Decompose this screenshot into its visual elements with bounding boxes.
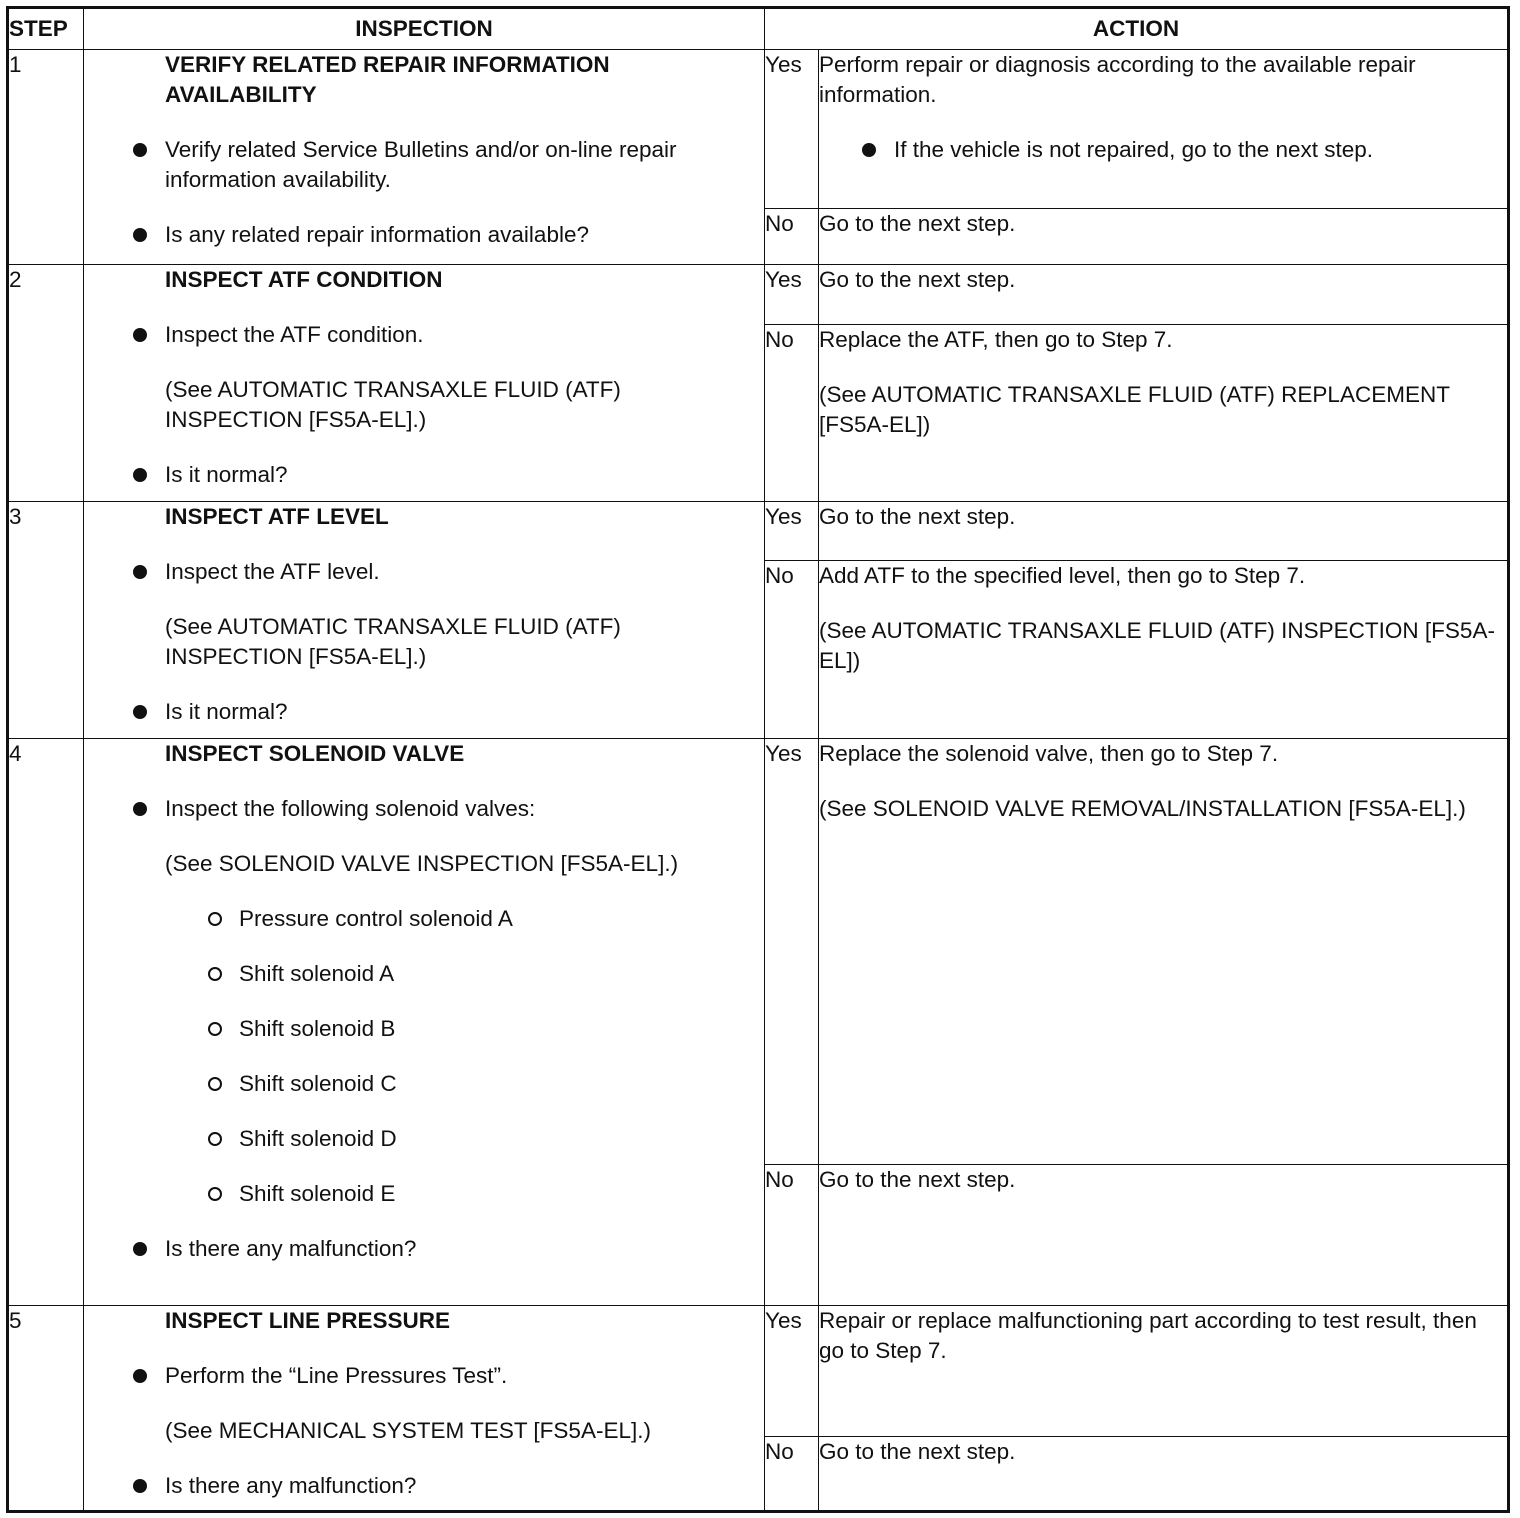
inspection-bullet: Verify related Service Bulletins and/or on-line repair information availability. [165, 135, 764, 195]
result-label-yes: Yes [765, 1306, 819, 1437]
action-cell [819, 561, 1509, 739]
solenoid-item: Shift solenoid A [239, 959, 764, 989]
inspection-bullet: Is it normal? [165, 460, 764, 490]
step-5-yes-row [8, 1306, 1509, 1437]
step-number: 4 [8, 739, 84, 1306]
action-bullet: If the vehicle is not repaired, go to the next step. [894, 135, 1507, 165]
result-label-yes: Yes [765, 502, 819, 561]
action-text: Go to the next step. [819, 1167, 1016, 1192]
inspection-title: INSPECT SOLENOID VALVE [165, 741, 465, 766]
action-cell [819, 739, 1509, 1165]
inspection-bullet: Inspect the ATF level. [165, 557, 764, 587]
inspection-bullet: Is there any malfunction? [165, 1234, 764, 1264]
result-label-yes: Yes [765, 739, 819, 1165]
diagnostic-procedure-table [6, 6, 1510, 1513]
action-text: Go to the next step. [819, 504, 1016, 529]
action-cell [819, 502, 1509, 561]
action-text: Replace the ATF, then go to Step 7. [819, 327, 1173, 352]
inspection-reference: (See AUTOMATIC TRANSAXLE FLUID (ATF) INSPECTION [FS5A-EL].) [165, 614, 621, 669]
solenoid-item: Shift solenoid C [239, 1069, 764, 1099]
action-cell [819, 1437, 1509, 1512]
step-2-yes-row [8, 265, 1509, 325]
step-number: 1 [8, 50, 84, 265]
action-cell [819, 265, 1509, 325]
inspection-reference: (See SOLENOID VALVE INSPECTION [FS5A-EL].) [165, 851, 679, 876]
result-label-yes: Yes [765, 50, 819, 209]
inspection-title: INSPECT ATF CONDITION [165, 267, 443, 292]
inspection-title: INSPECT LINE PRESSURE [165, 1308, 451, 1333]
inspection-cell [84, 265, 765, 502]
solenoid-item: Pressure control solenoid A [239, 904, 764, 934]
step-number: 3 [8, 502, 84, 739]
result-label-no: No [765, 1437, 819, 1512]
inspection-bullet: Perform the “Line Pressures Test”. [165, 1361, 764, 1391]
action-text: Perform repair or diagnosis according to the available repair information. [819, 52, 1416, 107]
action-text: Go to the next step. [819, 1439, 1016, 1464]
step-header: STEP [8, 8, 84, 50]
action-header: ACTION [765, 8, 1509, 50]
action-cell [819, 325, 1509, 502]
solenoid-item: Shift solenoid E [239, 1179, 764, 1209]
inspection-bullet: Inspect the following solenoid valves: [165, 794, 764, 824]
step-number: 2 [8, 265, 84, 502]
result-label-no: No [765, 209, 819, 265]
result-label-no: No [765, 561, 819, 739]
solenoid-item: Shift solenoid D [239, 1124, 764, 1154]
inspection-cell [84, 739, 765, 1306]
result-label-no: No [765, 325, 819, 502]
inspection-bullet: Is any related repair information available? [165, 220, 764, 250]
action-cell [819, 50, 1509, 209]
result-label-yes: Yes [765, 265, 819, 325]
action-text: (See AUTOMATIC TRANSAXLE FLUID (ATF) INSPECTION [FS5A-EL]) [819, 618, 1495, 673]
step-4-yes-row [8, 739, 1509, 1165]
step-number: 5 [8, 1306, 84, 1512]
step-3-yes-row [8, 502, 1509, 561]
inspection-reference: (See AUTOMATIC TRANSAXLE FLUID (ATF) INSPECTION [FS5A-EL].) [165, 377, 621, 432]
inspection-bullet: Inspect the ATF condition. [165, 320, 764, 350]
action-text: Go to the next step. [819, 267, 1016, 292]
header-row [8, 8, 1509, 50]
action-cell [819, 209, 1509, 265]
inspection-cell [84, 50, 765, 265]
inspection-bullet: Is there any malfunction? [165, 1471, 764, 1501]
inspection-reference: (See MECHANICAL SYSTEM TEST [FS5A-EL].) [165, 1418, 651, 1443]
result-label-no: No [765, 1165, 819, 1306]
action-text: Go to the next step. [819, 211, 1016, 236]
action-text: (See AUTOMATIC TRANSAXLE FLUID (ATF) REPLACEMENT [FS5A-EL]) [819, 382, 1450, 437]
step-1-yes-row [8, 50, 1509, 209]
action-cell [819, 1165, 1509, 1306]
action-text: Repair or replace malfunctioning part according to test result, then go to Step 7. [819, 1308, 1477, 1363]
inspection-header: INSPECTION [84, 8, 765, 50]
action-cell [819, 1306, 1509, 1437]
action-text: Add ATF to the specified level, then go to Step 7. [819, 563, 1306, 588]
inspection-bullet: Is it normal? [165, 697, 764, 727]
inspection-cell [84, 502, 765, 739]
solenoid-item: Shift solenoid B [239, 1014, 764, 1044]
action-text: (See SOLENOID VALVE REMOVAL/INSTALLATION [FS5A-EL].) [819, 796, 1466, 821]
inspection-cell [84, 1306, 765, 1512]
action-text: Replace the solenoid valve, then go to Step 7. [819, 741, 1279, 766]
inspection-title: VERIFY RELATED REPAIR INFORMATION AVAILABILITY [165, 52, 610, 107]
inspection-title: INSPECT ATF LEVEL [165, 504, 389, 529]
